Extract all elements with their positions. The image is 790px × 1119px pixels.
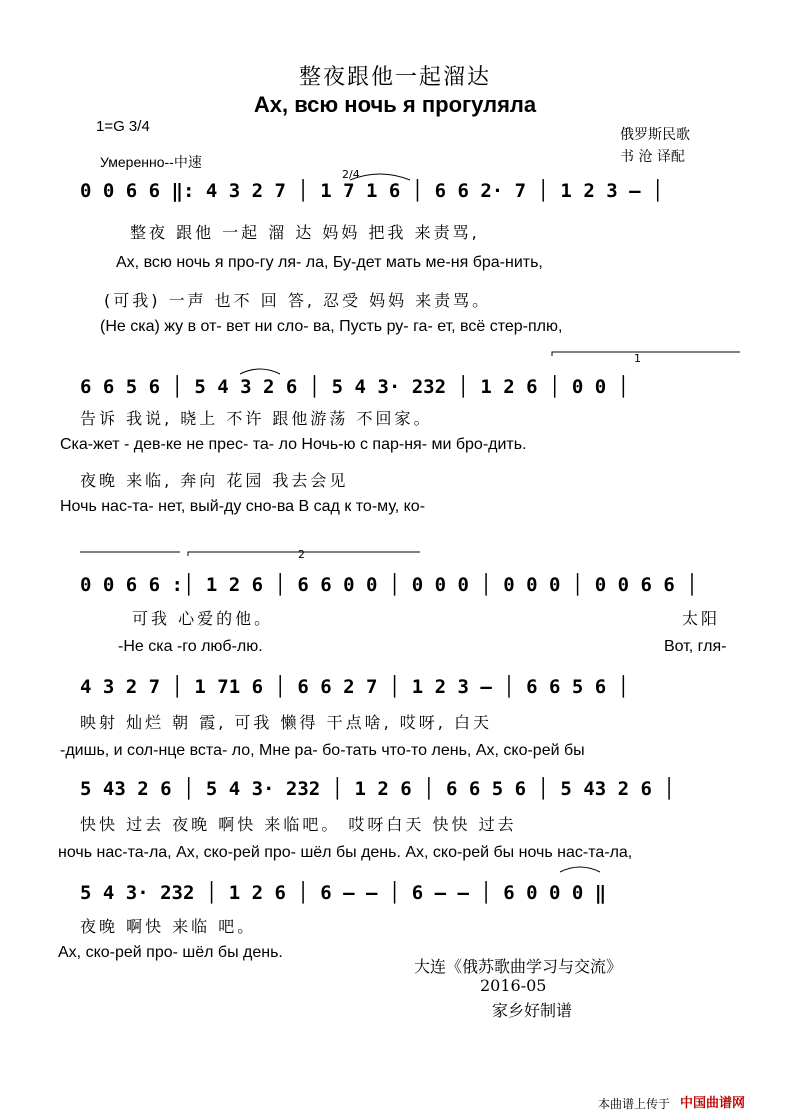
lyric-row-1-cn-verse2: (可我) 一声 也不 回 答, 忍受 妈妈 来责骂。 bbox=[104, 291, 492, 310]
svg-text:1: 1 bbox=[634, 352, 641, 365]
tempo-marking: Умеренно--中速 bbox=[100, 154, 202, 170]
song-title-russian: Ах, всю ночь я прогуляла bbox=[253, 92, 537, 117]
svg-text:2/4: 2/4 bbox=[342, 168, 360, 181]
notation-row-6: 5 4 3· 232 │ 1 2 6 │ 6 – – │ 6 – – │ 6 0 0 0 ‖ bbox=[80, 882, 607, 904]
notation-row-2: 6 6 5 6 │ 5 4 3 2 6 │ 5 4 3· 232 │ 1 2 6 │ 0 0 │ bbox=[80, 376, 630, 398]
lyric-row-2-cn-verse2: 夜晚 来临, 奔向 花园 我去会见 bbox=[80, 471, 349, 490]
lyric-row-3-cn-pickup: 太阳 bbox=[682, 609, 721, 628]
song-title-chinese: 整夜跟他一起溜达 bbox=[298, 65, 491, 90]
notation-row-4: 4 3 2 7 │ 1 71 6 │ 6 6 2 7 │ 1 2 3 – │ 6 6 5 6 │ bbox=[80, 676, 630, 698]
song-origin: 俄罗斯民歌 bbox=[620, 127, 690, 143]
credit-date: 2016-05 bbox=[480, 976, 547, 995]
volta-bracket-1 bbox=[552, 352, 740, 356]
lyric-row-5-ru: ночь нас-та-ла, Ах, ско-рей про- шёл бы день. Ах, ско-рей бы ночь нас-та-ла, bbox=[58, 844, 633, 861]
credit-engraver: 家乡好制谱 bbox=[492, 1001, 573, 1020]
tie-arc bbox=[240, 369, 280, 374]
lyric-row-2-ru-verse2: Ночь нас-та- нет, вый-ду сно-ва В сад к то-му, ко- bbox=[60, 498, 426, 515]
lyric-row-3-ru: -Не ска -го люб-лю. bbox=[118, 638, 263, 655]
arranger-credit: 书 沧 译配 bbox=[620, 149, 685, 165]
lyric-row-1-ru-verse2: (Не ска) жу в от- вет ни сло- ва, Пусть ру- га- ет, всё стер-плю, bbox=[100, 318, 563, 335]
credit-source: 大连《俄苏歌曲学习与交流》 bbox=[414, 957, 623, 976]
site-logo[interactable]: 中国曲谱网 bbox=[680, 1096, 746, 1111]
svg-text:2: 2 bbox=[298, 548, 305, 561]
key-signature: 1=G 3/4 bbox=[96, 118, 150, 135]
lyric-row-1-cn-verse1: 整夜 跟他 一起 溜 达 妈妈 把我 来责骂, bbox=[130, 223, 480, 242]
lyric-row-6-ru: Ах, ско-рей про- шёл бы день. bbox=[58, 944, 283, 961]
lyric-row-3-cn: 可我 心爱的他。 bbox=[132, 609, 274, 628]
footer-uploaded-text: 本曲谱上传于 bbox=[598, 1097, 671, 1111]
lyric-row-1-ru-verse1: Ах, всю ночь я про-гу ля- ла, Бу-дет мать ме-ня бра-нить, bbox=[116, 254, 543, 271]
lyric-row-4-ru: -дишь, и сол-нце вста- ло, Мне ра- бо-тать что-то лень, Ах, ско-рей бы bbox=[60, 742, 585, 759]
tie-arc bbox=[560, 867, 600, 872]
lyric-row-6-cn: 夜晚 啊快 来临 吧。 bbox=[80, 917, 257, 936]
lyric-row-3-ru-pickup: Вот, гля- bbox=[664, 638, 727, 655]
lyric-row-2-ru-verse1: Ска-жет - дев-ке не прес- та- ло Ночь-ю с пар-ня- ми бро-дить. bbox=[60, 436, 527, 453]
notation-row-5: 5 43 2 6 │ 5 4 3· 232 │ 1 2 6 │ 6 6 5 6 │ 5 43 2 6 │ bbox=[80, 778, 675, 800]
lyric-row-2-cn-verse1: 告诉 我说, 晓上 不许 跟他游荡 不回家。 bbox=[80, 409, 433, 428]
notation-row-3: 0 0 6 6 :│ 1 2 6 │ 6 6 0 0 │ 0 0 0 │ 0 0 0 │ 0 0 6 6 │ bbox=[80, 574, 698, 596]
notation-row-1: 0 0 6 6 ‖: 4 3 2 7 │ 1 7 1 6 │ 6 6 2· 7 │ 1 2 3 – │ bbox=[80, 180, 664, 202]
lyric-row-5-cn: 快快 过去 夜晚 啊快 来临吧。 哎呀白天 快快 过去 bbox=[80, 815, 517, 834]
lyric-row-4-cn: 映射 灿烂 朝 霞, 可我 懒得 干点啥, 哎呀, 白天 bbox=[80, 713, 492, 732]
